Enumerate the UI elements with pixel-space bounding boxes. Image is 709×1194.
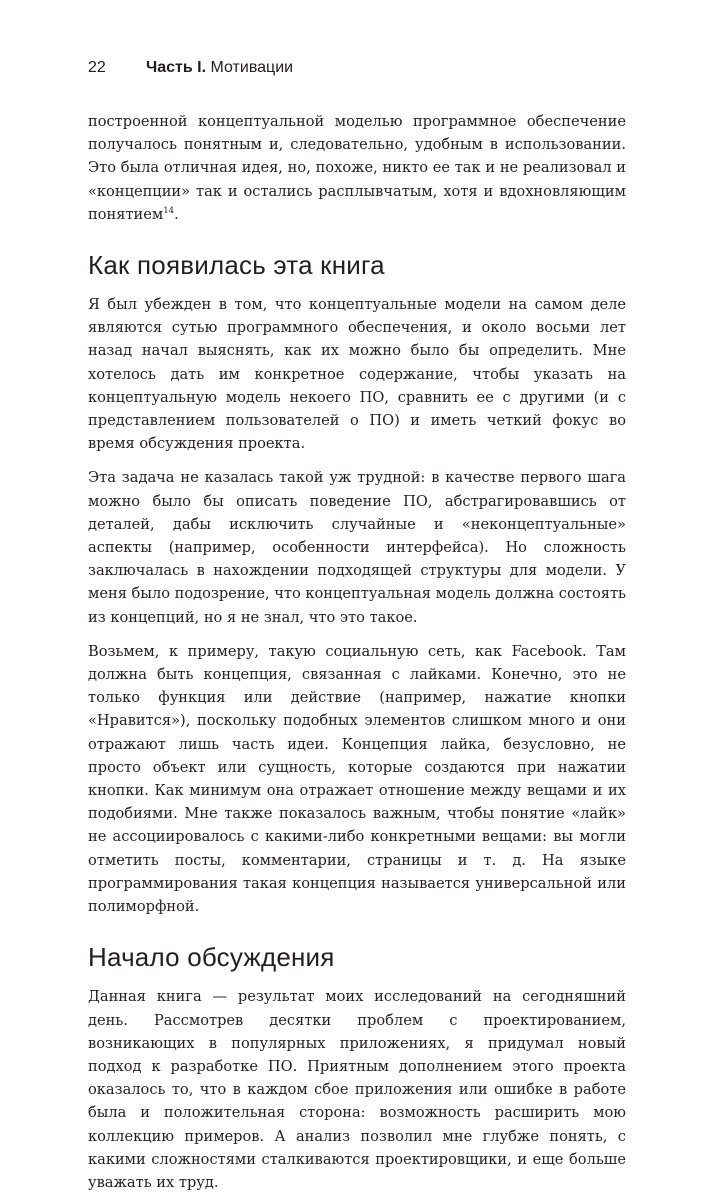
intro-end: . (174, 205, 179, 223)
intro-paragraph (88, 110, 626, 226)
intro-text: построенной концептуальной моделью программное обеспечение получалось понятным и, следовательно, удобным в использовании. Это была отличная идея, но, похоже, никто ее так и не реализовал и «концепции» так и остались расплывчатым, хотя и вдохновляющим понятием (88, 113, 626, 223)
part-title: Мотивации (210, 59, 294, 76)
part-label: Часть I. (146, 59, 207, 76)
page-number: 22 (88, 59, 106, 76)
section-heading-origin: Как появилась эта книга (88, 250, 385, 281)
paragraph: Данная книга — результат моих исследований на сегодняшний день. Рассмотрев десятки проблем с проектированием, возникающих в популярных приложениях, я придумал новый подход к разработке ПО. Приятным дополнением этого проекта оказалось то, что в каждом сбое приложения или ошибке в работе была и положительная сторона: возможность расширить мою коллекцию примеров. А анализ позволил мне глубже понять, с какими сложностями сталкиваются проектировщики, и еще больше уважать их труд. (88, 988, 626, 1191)
section-heading-discussion: Начало обсуждения (88, 942, 335, 973)
running-header (88, 58, 628, 82)
footnote-reference[interactable]: 14 (163, 205, 175, 216)
page-body (88, 110, 626, 1194)
paragraph: Эта задача не казалась такой уж трудной: в качестве первого шага можно было бы описать поведение ПО, абстрагировавшись от деталей, дабы исключить случайные и «неконцептуальные» аспекты (например, особенности интерфейса). Но сложность заключалась в нахождении подходящей структуры для модели. У меня было подозрение, что концептуальная модель должна состоять из концепций, но я не знал, что это такое. (88, 469, 626, 626)
paragraph: Возьмем, к примеру, такую социальную сеть, как Facebook. Там должна быть концепция, связанная с лайками. Конечно, это не только функция или действие (например, нажатие кнопки «Нравится»), поскольку подобных элементов слишком много и они отражают лишь часть идеи. Концепция лайка, безусловно, не просто объект или сущность, которые создаются при нажатии кнопки. Как минимум она отражает отношение между вещами и их подобиями. Мне также показалось важным, чтобы понятие «лайк» не ассоциировалось с какими-либо конкретными вещами: вы могли отметить посты, комментарии, страницы и т. д. На языке программирования такая концепция называется универсальной или полиморфной. (88, 642, 626, 916)
paragraph: Я был убежден в том, что концептуальные модели на самом деле являются сутью программного обеспечения, и около восьми лет назад начал выяснять, как их можно было бы определить. Мне хотелось дать им конкретное содержание, чтобы указать на концептуальную модель некоего ПО, сравнить ее с другими (и с представлением пользователей о ПО) и иметь четкий фокус во время обсуждения проекта. (88, 296, 626, 453)
